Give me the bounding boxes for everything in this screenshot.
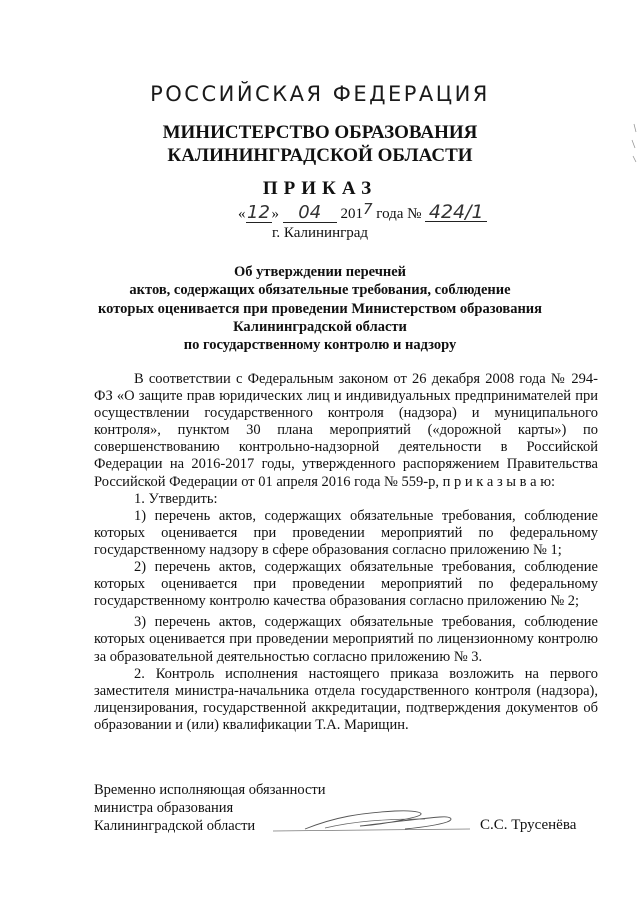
clause-1-1: 1) перечень актов, содержащих обязательные требования, соблюдение которых оценивается при проведении мероприятий по федеральному государственному надзору в сфере образования согласно приложению № 1; (94, 507, 598, 558)
date-open-quote: « (238, 206, 246, 222)
date-day: 12 (247, 202, 270, 223)
handwritten-signature (265, 795, 475, 845)
ministry-heading (0, 121, 640, 167)
clause-1-3: 3) перечень актов, содержащих обязательные требования, соблюдение которых оценивается при проведении мероприятий по лицензионному контролю за образовательной деятельностью согласно приложению № 3. (94, 614, 598, 665)
margin-mark-icon (620, 120, 640, 180)
order-number: 424/1 (425, 203, 487, 222)
date-number-line (238, 200, 498, 223)
subject-line-5: по государственному контролю и надзору (183, 337, 457, 354)
subject-line-3: которых оценивается при проведении Министерством образования (97, 300, 543, 317)
subject-line-1: Об утверждении перечней (233, 264, 407, 280)
federation-heading: РОССИЙСКАЯ ФЕДЕРАЦИЯ (150, 82, 490, 106)
date-month: 04 (283, 204, 337, 223)
ministry-line-1: МИНИСТЕРСТВО ОБРАЗОВАНИЯ (162, 122, 478, 143)
document-type-title: ПРИКАЗ (262, 178, 378, 199)
signatory-line-3: Калининградской области (94, 818, 256, 834)
subject-line-4: Калининградской области (233, 318, 407, 335)
date-close-quote: » (271, 206, 279, 222)
signatory-name: С.С. Трусенёва (480, 817, 577, 833)
signatory-line-1: Временно исполняющая обязанности (94, 782, 326, 798)
city-line: г. Калининград (271, 225, 369, 241)
date-year-label: года № (376, 206, 422, 222)
order-subject (60, 263, 580, 354)
clause-1: 1. Утвердить: (134, 490, 218, 507)
signatory-line-2: министра образования (94, 800, 234, 816)
clause-2: 2. Контроль исполнения настоящего приказа возложить на первого заместителя министра-начальника отдела государственного контроля (надзора), лицензирования, государственной аккредитации, подтверждения документов об образовании и (или) квалификации Т.А. Марищин. (94, 665, 598, 733)
ministry-line-2: КАЛИНИНГРАДСКОЙ ОБЛАСТИ (167, 145, 473, 166)
date-year-prefix: 201 (340, 206, 363, 222)
subject-line-2: актов, содержащих обязательные требования, соблюдение (129, 282, 511, 299)
order-body (94, 371, 598, 734)
clause-1-2: 2) перечень актов, содержащих обязательные требования, соблюдение которых оценивается при проведении мероприятий по федеральному государственному контролю качества образования согласно приложению № 2; (94, 559, 598, 610)
preamble-paragraph: В соответствии с Федеральным законом от 26 декабря 2008 года № 294-ФЗ «О защите прав юридических лиц и индивидуальных предпринимателей при осуществлении государственного контроля (надзора) и муниципального контроля», пунктом 30 плана мероприятий («дорожной карты») по совершенствованию контрольно-надзорной деятельности в Российской Федерации на 2016-2017 годы, утвержденного распоряжением Правительства Российской Федерации от 01 апреля 2016 года № 559-р, п р и к а з ы в а ю: (94, 371, 598, 490)
date-year-suffix: 7 (363, 200, 373, 218)
